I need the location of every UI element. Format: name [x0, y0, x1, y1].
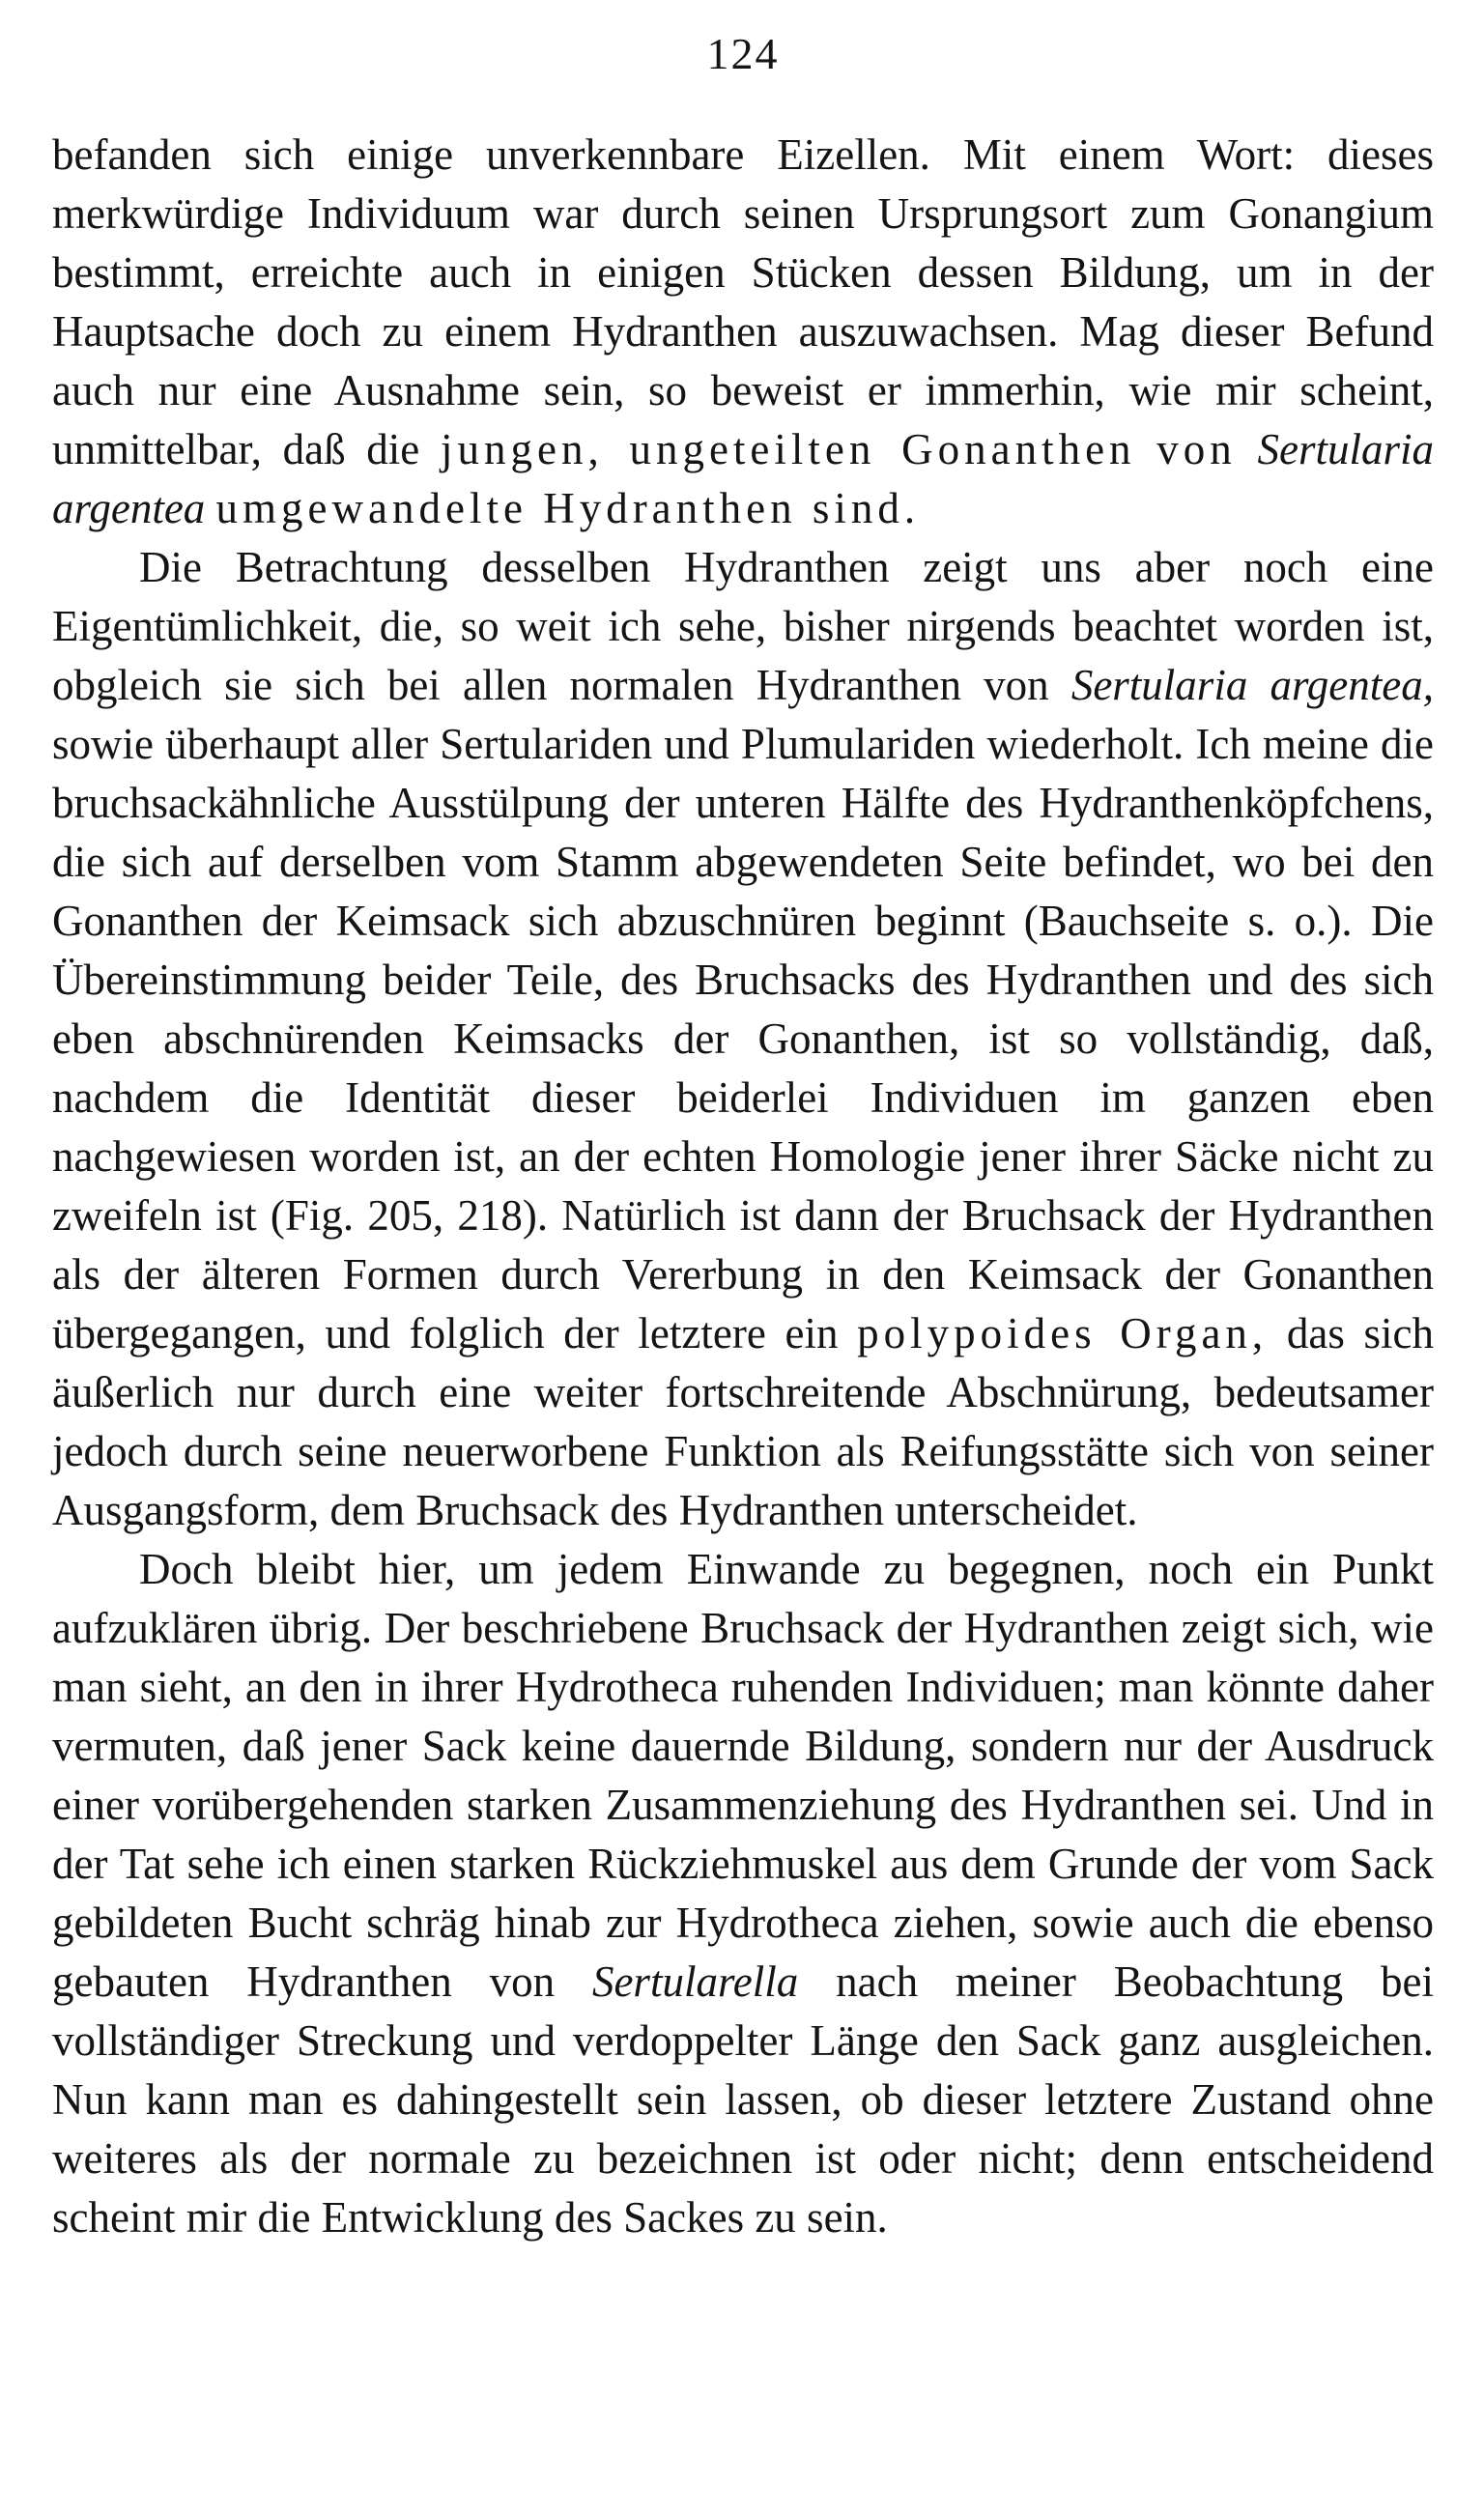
- species-name-italic: Sertularia argentea: [52, 425, 1434, 532]
- paragraph-1-text: [205, 484, 215, 532]
- paragraph-3-text: Doch bleibt hier, um jedem Einwande zu begegnen, noch ein Punkt aufzuklären übrig. Der beschriebene Bruchsack der Hydranthen zeigt sich, wie man sieht, an den in ihrer Hydrotheca ruhenden Individuen; man könnte daher vermuten, daß jener Sack keine dauernde Bildung, sondern nur der Ausdruck einer vorübergehenden starken Zusammenziehung des Hydranthen sei. Und in der Tat sehe ich einen starken Rückziehmuskel aus dem Grunde der vom Sack gebildeten Bucht schräg hinab zur Hydrotheca ziehen, sowie auch die ebenso gebauten Hydranthen von: [52, 1545, 1434, 2006]
- book-page: [52, 0, 1434, 2514]
- paragraph-1-text: [1237, 425, 1258, 473]
- paragraph-2: [52, 538, 1434, 1540]
- page-number: 124: [706, 29, 780, 78]
- paragraph-2-text: sowie überhaupt aller Sertulariden und Plumulariden wiederholt. Ich meine die bruchsackähnliche Ausstülpung der unteren Hälfte des Hydranthenköpfchens, die sich auf derselben vom Stamm abgewendeten Seite befindet, wo bei den Gonanthen der Keimsack sich abzuschnüren beginnt (Bauchseite s. o.). Die Übereinstimmung beider Teile, des Bruchsacks des Hydranthen und des sich eben abschnürenden Keimsacks der Gonanthen, ist so vollständig, daß, nachdem die Identität dieser beiderlei Individuen im ganzen eben nachgewiesen worden ist, an der echten Homologie jener ihrer Säcke nicht zu zweifeln ist (Fig. 205, 218). Natürlich ist dann der Bruchsack der Hydranthen als der älteren Formen durch Vererbung in den Keimsack der Gonanthen übergegangen, und folglich der letztere ein: [52, 720, 1434, 1357]
- paragraph-3: [52, 1540, 1434, 2247]
- paragraph-2-text: Die Betrachtung desselben Hydranthen zeigt uns aber noch eine Eigentümlichkeit, die, so weit ich sehe, bisher nirgends beachtet worden ist, obgleich sie sich bei allen normalen Hydranthen von: [52, 543, 1434, 709]
- genus-name-italic: Sertularella: [591, 1957, 799, 2006]
- body-text: [52, 126, 1434, 2247]
- paragraph-1-text: [1136, 425, 1157, 473]
- spaced-emphasis: von: [1156, 425, 1237, 473]
- spaced-emphasis: umgewandelte Hydranthen sind.: [215, 484, 921, 532]
- paragraph-3-text: nach meiner Beobachtung bei vollständiger Streckung und verdoppelter Länge den Sack ganz ausgleichen. Nun kann man es dahingestellt sein lassen, ob dieser letztere Zustand ohne weiteres als der normale zu bezeichnen ist oder nicht; denn entscheidend scheint mir die Entwicklung des Sackes zu sein.: [52, 1957, 1435, 2242]
- species-name-italic: Sertularia argentea,: [1070, 661, 1434, 709]
- spaced-emphasis: polypoides Organ,: [857, 1309, 1269, 1357]
- paragraph-1: [52, 126, 1434, 538]
- spaced-emphasis: jungen, ungeteilten Gonanthen: [441, 425, 1136, 473]
- paragraph-1-text: befanden sich einige unverkennbare Eizellen. Mit einem Wort: dieses merkwürdige Individuum war durch seinen Ursprungsort zum Gonangium bestimmt, erreichte auch in einigen Stücken dessen Bildung, um in der Hauptsache doch zu einem Hydranthen auszuwachsen. Mag dieser Befund auch nur eine Ausnahme sein, so beweist er immerhin, wie mir scheint, unmittelbar, daß die: [52, 130, 1434, 473]
- paragraph-2-text: das sich äußerlich nur durch eine weiter fortschreitende Abschnürung, bedeutsamer jedoch durch seine neuerworbene Funktion als Reifungsstätte sich von seiner Ausgangsform, dem Bruchsack des Hydranthen unterscheidet.: [52, 1309, 1434, 1534]
